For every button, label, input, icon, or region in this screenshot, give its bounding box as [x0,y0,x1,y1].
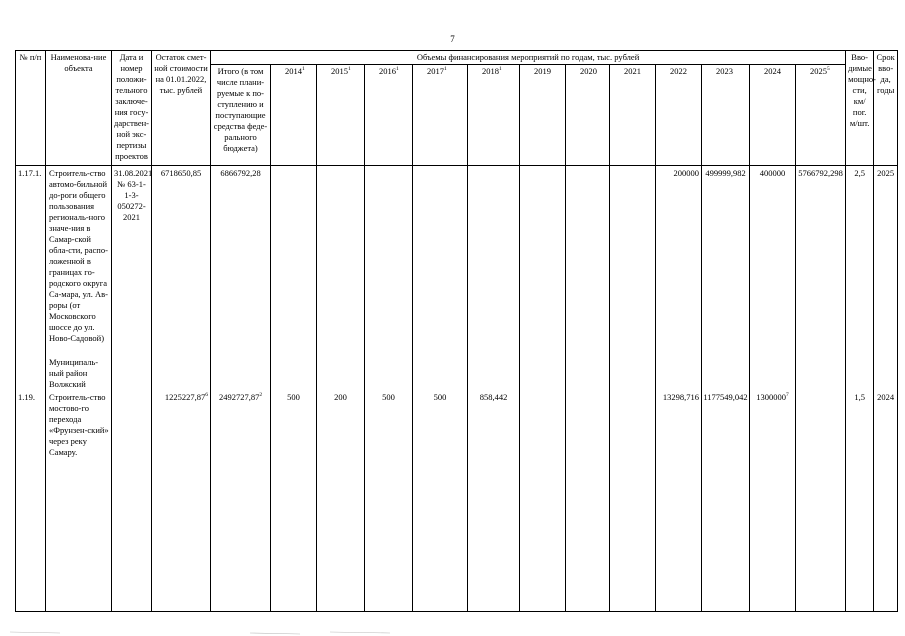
header-remainder: Остаток смет-ной стоимости на 01.01.2022, тыс. рублей [152,51,211,166]
header-year-2022: 2022 [656,65,702,166]
funding-table [15,50,898,612]
row-y2017: 500 [413,391,468,459]
page-number: 7 [450,34,455,44]
section-label: Муниципаль-ный район Волжский [46,345,112,391]
row-y2019 [520,391,566,459]
header-year-2021: 2021 [610,65,656,166]
header-year-2023: 2023 [702,65,750,166]
table-row-section [16,345,898,391]
row-y2015 [317,166,365,346]
row-name: Строитель-ство автомо-бильной до-роги общего пользования региональ-ного значе-ния в Самар-ской обла-сти, распо-ложенной в границах го-родского округа Са-мара, ул. Ав-роры (от Московского шоссе до ул. Ново-Садовой) [46,166,112,346]
header-name: Наименова-ние объекта [46,51,112,166]
scan-noise-decoration [0,628,905,636]
header-total: Итого (в том числе плани-руемые к по-ступлению и поступающие средства феде-рального бюджета) [211,65,271,166]
row-y2020 [566,166,610,346]
row-date: 31.08.2021 № 63-1-1-3-050272-2021 [112,166,152,346]
header-deadline: Срок вво-да, годы [874,51,898,166]
row-y2016: 500 [365,391,413,459]
row-y2014 [271,166,317,346]
table-row-empty [16,459,898,612]
header-num: № п/п [16,51,46,166]
row-num: 1.17.1. [16,166,46,346]
row-y2018 [468,166,520,346]
header-year-2016: 2016$^1$ [365,65,413,166]
row-deadline: 2024 [874,391,898,459]
table-row-1-19 [16,391,898,459]
row-capacity: 1,5 [846,391,874,459]
header-year-2019: 2019 [520,65,566,166]
row-y2025 [796,391,846,459]
row-name: Строитель-ство мостово-го перехода «Фрунзен-ский» через реку Самару. [46,391,112,459]
header-year-2020: 2020 [566,65,610,166]
row-y2014: 500 [271,391,317,459]
row-capacity: 2,5 [846,166,874,346]
row-y2021 [610,166,656,346]
row-y2019 [520,166,566,346]
row-deadline: 2025 [874,166,898,346]
row-y2024: 1300000$^7$ [750,391,796,459]
row-date [112,391,152,459]
row-y2023: 1177549,042 [702,391,750,459]
row-y2017 [413,166,468,346]
row-y2015: 200 [317,391,365,459]
row-num: 1.19. [16,391,46,459]
row-remainder: 6718650,85 [152,166,211,346]
header-year-2017: 2017$^1$ [413,65,468,166]
row-y2021 [610,391,656,459]
row-remainder: 1225227,87$^6$ [152,391,211,459]
header-year-2015: 2015$^1$ [317,65,365,166]
row-y2023: 499999,982 [702,166,750,346]
header-year-2024: 2024 [750,65,796,166]
row-y2024: 400000 [750,166,796,346]
row-y2022: 200000 [656,166,702,346]
table-row-1-17-1 [16,166,898,346]
row-total: 2492727,87$^2$ [211,391,271,459]
header-year-2014: 2014$^1$ [271,65,317,166]
header-date: Дата и номер положи-тельного заключе-ния госу-дарствен-ной экс-пертизы проектов [112,51,152,166]
header-year-2018: 2018$^1$ [468,65,520,166]
row-y2020 [566,391,610,459]
header-capacity: Вво-димые мощно-сти, км/пог. м/шт. [846,51,874,166]
header-year-2025: 2025$^5$ [796,65,846,166]
header-funding-group: Объемы финансирования мероприятий по годам, тыс. рублей [211,51,846,65]
row-total: 6866792,28 [211,166,271,346]
row-y2025: 5766792,298 [796,166,846,346]
row-y2022: 13298,716 [656,391,702,459]
row-y2018: 858,442 [468,391,520,459]
row-y2016 [365,166,413,346]
